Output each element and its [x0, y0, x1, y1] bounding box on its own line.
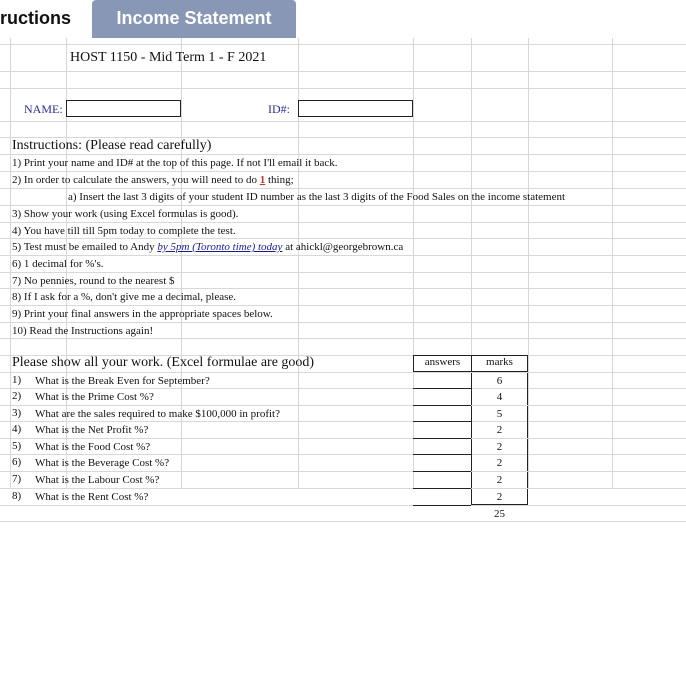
question-text: What is the Food Cost %?: [35, 441, 151, 453]
answers-header: answers: [413, 355, 471, 372]
thing-count: 1: [259, 174, 266, 186]
question-text: What are the sales required to make $100,000 in profit?: [35, 408, 280, 420]
tab-instructions[interactable]: ructions: [0, 0, 88, 38]
question-text: What is the Beverage Cost %?: [35, 457, 170, 469]
grid-line: [0, 71, 686, 72]
marks-value: 2: [471, 422, 528, 438]
grid-line: [0, 121, 686, 122]
marks-value: 5: [471, 406, 528, 422]
instruction-item: 4) You have till till 5pm today to complete the test.: [12, 225, 236, 237]
marks-value: 6: [471, 373, 528, 389]
total-marks: 25: [494, 508, 505, 520]
questions-heading: Please show all your work. (Excel formulae are good): [12, 355, 315, 370]
question-text: What is the Net Profit %?: [35, 424, 149, 436]
answer-field[interactable]: [413, 488, 471, 489]
instructions-heading: Instructions: (Please read carefully): [12, 138, 212, 153]
id-label: ID#:: [268, 102, 290, 116]
question-number: 3): [12, 407, 22, 419]
grid-line: [0, 88, 686, 89]
instruction-item: 9) Print your final answers in the appropriate spaces below.: [12, 308, 273, 320]
instruction-item: a) Insert the last 3 digits of your student ID number as the last 3 digits of the Food Sales on the income statement: [68, 191, 566, 203]
name-label: NAME:: [24, 102, 63, 116]
deadline-link: by 5pm (Toronto time) today: [157, 241, 283, 253]
question-text: What is the Prime Cost %?: [35, 391, 154, 403]
tab-income-statement[interactable]: Income Statement: [92, 0, 296, 38]
instruction-item: 6) 1 decimal for %'s.: [12, 258, 104, 270]
question-text: What is the Break Even for September?: [35, 375, 210, 387]
instruction-item: 8) If I ask for a %, don't give me a decimal, please.: [12, 291, 237, 303]
instruction-item: 3) Show your work (using Excel formulas is good).: [12, 208, 239, 220]
page-title: HOST 1150 - Mid Term 1 - F 2021: [70, 50, 267, 65]
instruction-item: 7) No pennies, round to the nearest $: [12, 275, 175, 287]
question-number: 1): [12, 374, 22, 386]
question-number: 4): [12, 423, 22, 435]
instruction-item: 2) In order to calculate the answers, you will need to do 1 thing;: [12, 174, 294, 186]
answer-field[interactable]: [413, 388, 471, 389]
grid-line: [0, 521, 686, 522]
instruction-item: 10) Read the Instructions again!: [12, 325, 154, 337]
spreadsheet-grid: [0, 38, 686, 700]
question-text: What is the Rent Cost %?: [35, 491, 149, 503]
question-number: 8): [12, 490, 22, 502]
answer-field[interactable]: [413, 505, 471, 506]
grid-line: [0, 44, 686, 45]
question-number: 2): [12, 390, 22, 402]
marks-header: marks: [471, 355, 528, 372]
marks-value: 4: [471, 389, 528, 405]
instruction-item: 5) Test must be emailed to Andy by 5pm (Toronto time) today at ahickl@georgebrown.ca: [12, 241, 404, 253]
answer-field[interactable]: [413, 471, 471, 472]
question-number: 7): [12, 473, 22, 485]
answer-field[interactable]: [413, 421, 471, 422]
answer-field[interactable]: [413, 454, 471, 455]
question-number: 5): [12, 440, 22, 452]
name-field[interactable]: [66, 100, 181, 117]
marks-value: 2: [471, 439, 528, 455]
marks-value: 2: [471, 489, 528, 505]
marks-value: 2: [471, 455, 528, 471]
marks-value: 2: [471, 472, 528, 488]
answer-field[interactable]: [413, 438, 471, 439]
instruction-item: 1) Print your name and ID# at the top of this page. If not I'll email it back.: [12, 157, 338, 169]
grid-line: [0, 505, 686, 506]
question-number: 6): [12, 456, 22, 468]
question-text: What is the Labour Cost %?: [35, 474, 160, 486]
answer-field[interactable]: [413, 405, 471, 406]
id-field[interactable]: [298, 100, 413, 117]
